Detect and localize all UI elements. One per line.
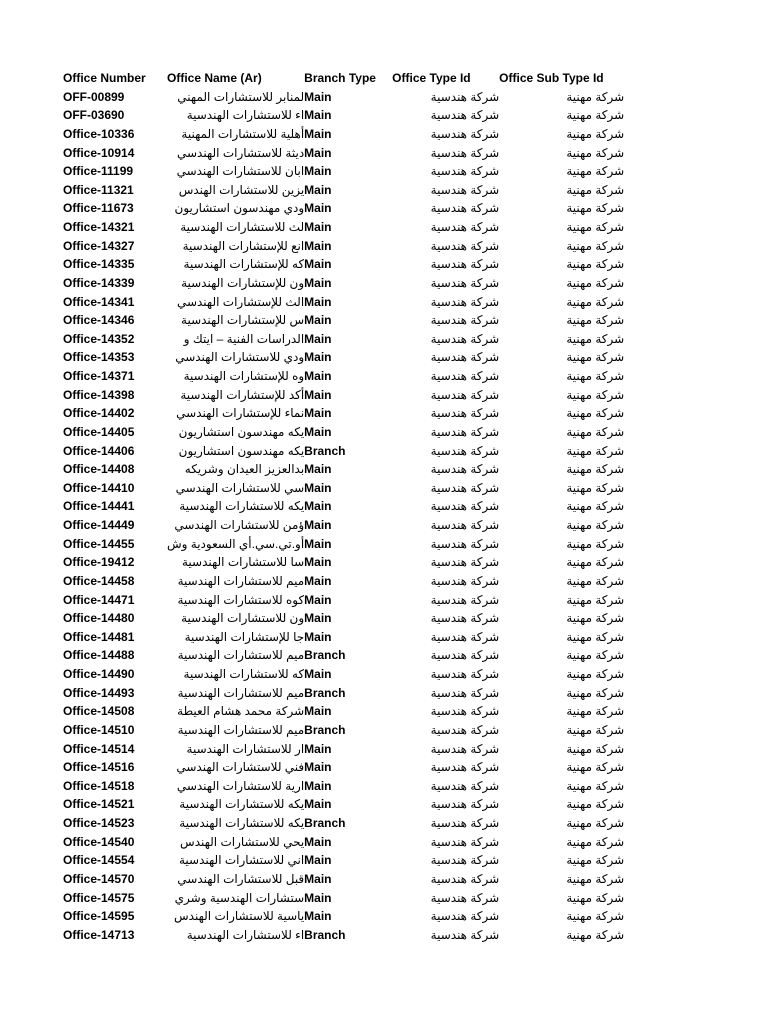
office-sub-type-cell[interactable]: شركة مهنية xyxy=(566,741,625,756)
branch-type-cell[interactable]: Main xyxy=(304,667,332,681)
branch-type-cell[interactable]: Branch xyxy=(304,685,346,700)
table-row xyxy=(63,293,624,312)
office-name-cell[interactable]: يكه للاستشارات الهندسية xyxy=(179,499,305,514)
office-name-cell[interactable]: سي للاستشارات الهندسي xyxy=(175,480,305,495)
office-type-cell[interactable]: شركة هندسية xyxy=(430,462,500,477)
table-row xyxy=(63,125,624,144)
table-row xyxy=(63,88,624,107)
table-row xyxy=(63,535,624,554)
office-type-cell[interactable]: شركة هندسية xyxy=(430,220,500,234)
office-sub-type-cell[interactable]: شركة مهنية xyxy=(566,145,625,160)
office-type-cell[interactable]: شركة هندسية xyxy=(430,164,500,179)
table-row xyxy=(63,702,624,721)
branch-type-cell[interactable]: Branch xyxy=(304,648,346,663)
office-type-cell[interactable]: شركة هندسية xyxy=(430,555,500,570)
office-type-cell[interactable]: شركة هندسية xyxy=(430,182,500,197)
office-number-cell[interactable]: Office-14570 xyxy=(63,871,135,886)
office-name-cell[interactable]: كه للاستشارات الهندسية xyxy=(183,667,305,681)
table-row xyxy=(63,646,624,665)
office-number-cell[interactable]: Office-19412 xyxy=(63,555,135,570)
office-number-cell[interactable]: Office-14441 xyxy=(63,499,135,514)
office-number-cell[interactable]: Office-14595 xyxy=(63,909,135,924)
office-sub-type-cell[interactable]: شركة مهنية xyxy=(566,313,625,328)
office-name-cell[interactable]: كه للإستشارات الهندسية xyxy=(183,257,305,272)
office-sub-type-cell[interactable]: شركة مهنية xyxy=(566,853,625,868)
branch-type-cell[interactable]: Main xyxy=(304,741,332,756)
office-sub-type-cell[interactable]: شركة مهنية xyxy=(566,890,625,905)
branch-type-cell[interactable]: Main xyxy=(304,108,332,123)
table-row xyxy=(63,106,624,125)
office-sub-type-cell[interactable]: شركة مهنية xyxy=(566,257,625,272)
office-type-cell[interactable]: شركة هندسية xyxy=(430,834,500,849)
office-sub-type-cell[interactable]: شركة مهنية xyxy=(566,201,625,216)
branch-type-cell[interactable]: Main xyxy=(304,182,332,197)
office-name-cell[interactable]: وه للإستشارات الهندسية xyxy=(183,369,305,383)
office-type-cell[interactable]: شركة هندسية xyxy=(430,853,500,868)
office-type-cell[interactable]: شركة هندسية xyxy=(430,145,500,160)
office-number-cell[interactable]: Office-14449 xyxy=(63,518,135,532)
office-number-cell[interactable]: Office-14480 xyxy=(63,611,135,626)
office-type-cell[interactable]: شركة هندسية xyxy=(430,909,500,924)
office-number-cell[interactable]: Office-10914 xyxy=(63,145,135,160)
office-number-cell[interactable]: Office-14341 xyxy=(63,294,135,309)
office-type-cell[interactable]: شركة هندسية xyxy=(430,331,500,346)
office-name-cell[interactable]: يكه للاستشارات الهندسية xyxy=(179,797,305,812)
office-type-cell[interactable]: شركة هندسية xyxy=(430,480,500,495)
office-sub-type-cell[interactable]: شركة مهنية xyxy=(566,182,625,197)
office-type-cell[interactable]: شركة هندسية xyxy=(430,573,500,588)
branch-type-cell[interactable]: Main xyxy=(304,145,332,160)
office-type-cell[interactable]: شركة هندسية xyxy=(430,797,500,812)
table-row xyxy=(63,665,624,684)
office-sub-type-cell[interactable]: شركة مهنية xyxy=(566,909,625,924)
office-name-cell[interactable]: يزين للاستشارات الهندس xyxy=(178,182,305,197)
office-name-cell[interactable]: ميم للاستشارات الهندسية xyxy=(177,722,305,737)
office-sub-type-cell[interactable]: شركة مهنية xyxy=(566,555,625,570)
office-name-cell[interactable]: بدالعزيز العيدان وشريكه xyxy=(184,462,305,477)
office-type-cell[interactable]: شركة هندسية xyxy=(430,648,500,663)
office-type-cell[interactable]: شركة هندسية xyxy=(430,536,500,551)
header-office-number[interactable]: Office Number xyxy=(63,71,146,85)
office-sub-type-cell[interactable]: شركة مهنية xyxy=(566,275,625,290)
office-number-cell[interactable]: Office-14398 xyxy=(63,387,135,402)
office-type-cell[interactable]: شركة هندسية xyxy=(430,257,500,272)
office-name-cell[interactable]: نماء للإستشارات الهندسي xyxy=(176,406,305,421)
office-type-cell[interactable]: شركة هندسية xyxy=(430,890,500,905)
table-row xyxy=(63,330,624,349)
office-number-cell[interactable]: Office-14575 xyxy=(63,890,135,905)
branch-type-cell[interactable]: Main xyxy=(304,126,332,141)
office-sub-type-cell[interactable]: شركة مهنية xyxy=(566,536,625,551)
office-number-cell[interactable]: Office-14455 xyxy=(63,536,135,551)
office-number-cell[interactable]: Office-14335 xyxy=(63,257,135,272)
table-row xyxy=(63,628,624,647)
office-name-cell[interactable]: ميم للاستشارات الهندسية xyxy=(177,685,305,700)
office-type-cell[interactable]: شركة هندسية xyxy=(430,592,500,607)
branch-type-cell[interactable]: Main xyxy=(304,462,332,477)
office-name-cell[interactable]: ودي للاستشارات الهندسي xyxy=(175,350,305,365)
office-sub-type-cell[interactable]: شركة مهنية xyxy=(566,108,625,123)
office-name-cell[interactable]: أكد للإستشارات الهندسية xyxy=(180,387,305,402)
branch-type-cell[interactable]: Main xyxy=(304,406,332,421)
office-name-cell[interactable]: يكه للاستشارات الهندسية xyxy=(179,816,305,830)
table-row xyxy=(63,311,624,330)
table-row xyxy=(63,162,624,181)
table-row xyxy=(63,926,624,945)
table-body xyxy=(63,88,624,945)
table-row xyxy=(63,795,624,814)
office-name-cell[interactable]: قبل للاستشارات الهندسي xyxy=(177,871,305,886)
header-office-type-id[interactable]: Office Type Id xyxy=(392,71,471,85)
office-sub-type-cell[interactable]: شركة مهنية xyxy=(566,834,625,849)
office-type-cell[interactable]: شركة هندسية xyxy=(430,816,500,830)
table-row xyxy=(63,591,624,610)
office-type-cell[interactable]: شركة هندسية xyxy=(430,424,500,439)
office-name-cell[interactable]: ؤمن للاستشارات الهندسي xyxy=(174,518,305,532)
branch-type-cell[interactable]: Main xyxy=(304,704,332,719)
office-type-cell[interactable]: شركة هندسية xyxy=(430,126,500,141)
header-branch-type[interactable]: Branch Type xyxy=(304,71,376,85)
table-row xyxy=(63,460,624,479)
office-number-cell[interactable]: Office-14523 xyxy=(63,816,135,830)
table-row xyxy=(63,684,624,703)
office-name-cell[interactable]: ميم للاستشارات الهندسية xyxy=(177,573,305,588)
office-name-cell[interactable]: اء للاستشارات الهندسية xyxy=(186,927,305,942)
office-number-cell[interactable]: Office-14339 xyxy=(63,275,135,290)
branch-type-cell[interactable]: Main xyxy=(304,369,332,383)
office-sub-type-cell[interactable]: شركة مهنية xyxy=(566,797,625,812)
office-number-cell[interactable]: Office-14458 xyxy=(63,573,135,588)
branch-type-cell[interactable]: Main xyxy=(304,834,332,849)
office-type-cell[interactable]: شركة هندسية xyxy=(430,275,500,290)
office-number-cell[interactable]: Office-14488 xyxy=(63,648,135,663)
table-row xyxy=(63,348,624,367)
branch-type-cell[interactable]: Main xyxy=(304,871,332,886)
office-name-cell[interactable]: أهلية للاستشارات المهنية xyxy=(181,126,305,141)
table-row xyxy=(63,553,624,572)
table-row xyxy=(63,442,624,461)
branch-type-cell[interactable]: Main xyxy=(304,853,332,868)
table-row xyxy=(63,572,624,591)
office-name-cell[interactable]: يكه مهندسون استشاريون xyxy=(178,443,305,458)
office-name-cell[interactable]: يحي للاستشارات الهندس xyxy=(180,834,305,849)
office-number-cell[interactable]: Office-14321 xyxy=(63,220,135,234)
branch-type-cell[interactable]: Main xyxy=(304,480,332,495)
office-sub-type-cell[interactable]: شركة مهنية xyxy=(566,294,625,309)
branch-type-cell[interactable]: Branch xyxy=(304,816,346,830)
office-sub-type-cell[interactable]: شركة مهنية xyxy=(566,518,625,532)
office-sub-type-cell[interactable]: شركة مهنية xyxy=(566,648,625,663)
office-number-cell[interactable]: Office-14352 xyxy=(63,331,135,346)
branch-type-cell[interactable]: Main xyxy=(304,313,332,328)
office-number-cell[interactable]: Office-14406 xyxy=(63,443,135,458)
office-number-cell[interactable]: Office-14408 xyxy=(63,462,135,477)
office-name-cell[interactable]: انع للإستشارات الهندسية xyxy=(182,238,305,253)
office-name-cell[interactable]: شركة محمد هشام العيطة xyxy=(177,704,305,719)
branch-type-cell[interactable]: Main xyxy=(304,518,332,532)
office-type-cell[interactable]: شركة هندسية xyxy=(430,778,500,793)
office-number-cell[interactable]: Office-14510 xyxy=(63,722,135,737)
table-row xyxy=(63,199,624,218)
table-row xyxy=(63,404,624,423)
office-sub-type-cell[interactable]: شركة مهنية xyxy=(566,387,625,402)
office-type-cell[interactable]: شركة هندسية xyxy=(430,201,500,216)
branch-type-cell[interactable]: Main xyxy=(304,555,332,570)
office-sub-type-cell[interactable]: شركة مهنية xyxy=(566,592,625,607)
office-name-cell[interactable]: ون للإستشارات الهندسية xyxy=(181,275,305,290)
office-type-cell[interactable]: شركة هندسية xyxy=(430,741,500,756)
office-sub-type-cell[interactable]: شركة مهنية xyxy=(566,331,625,346)
office-number-cell[interactable]: Office-11199 xyxy=(63,164,134,179)
office-type-cell[interactable]: شركة هندسية xyxy=(430,238,500,253)
table-row xyxy=(63,423,624,442)
office-name-cell[interactable]: ون للاستشارات الهندسية xyxy=(181,611,305,626)
office-type-cell[interactable]: شركة هندسية xyxy=(430,685,500,700)
office-number-cell[interactable]: OFF-00899 xyxy=(63,89,125,104)
office-sub-type-cell[interactable]: شركة مهنية xyxy=(566,369,625,383)
office-number-cell[interactable]: Office-14353 xyxy=(63,350,135,365)
table-row xyxy=(63,758,624,777)
branch-type-cell[interactable]: Main xyxy=(304,220,332,234)
branch-type-cell[interactable]: Main xyxy=(304,257,332,272)
branch-type-cell[interactable]: Main xyxy=(304,331,332,346)
branch-type-cell[interactable]: Branch xyxy=(304,443,346,458)
table-row xyxy=(63,386,624,405)
table-row xyxy=(63,889,624,908)
office-name-cell[interactable]: ابان للاستشارات الهندسي xyxy=(176,164,305,179)
branch-type-cell[interactable]: Main xyxy=(304,164,332,179)
office-type-cell[interactable]: شركة هندسية xyxy=(430,443,500,458)
office-sub-type-cell[interactable]: شركة مهنية xyxy=(566,778,625,793)
office-number-cell[interactable]: Office-14327 xyxy=(63,238,135,253)
table-row xyxy=(63,516,624,535)
office-name-cell[interactable]: لمنابر للاستشارات المهني xyxy=(177,89,305,104)
office-sub-type-cell[interactable]: شركة مهنية xyxy=(566,499,625,514)
office-number-cell[interactable]: Office-14490 xyxy=(63,667,135,681)
office-type-cell[interactable]: شركة هندسية xyxy=(430,629,500,644)
branch-type-cell[interactable]: Main xyxy=(304,350,332,365)
office-type-cell[interactable]: شركة هندسية xyxy=(430,760,500,775)
table-row xyxy=(63,740,624,759)
office-name-cell[interactable]: ستشارات الهندسية وشري xyxy=(174,890,305,905)
office-type-cell[interactable]: شركة هندسية xyxy=(430,387,500,402)
branch-type-cell[interactable]: Main xyxy=(304,275,332,290)
office-name-cell[interactable]: ديثة للاستشارات الهندسي xyxy=(176,145,305,160)
office-name-cell[interactable]: الث للإستشارات الهندسي xyxy=(176,294,305,309)
office-type-cell[interactable]: شركة هندسية xyxy=(430,518,500,532)
office-sub-type-cell[interactable]: شركة مهنية xyxy=(566,238,625,253)
office-name-cell[interactable]: سا للاستشارات الهندسية xyxy=(181,555,305,570)
office-sub-type-cell[interactable]: شركة مهنية xyxy=(566,927,625,942)
branch-type-cell[interactable]: Main xyxy=(304,424,332,439)
office-number-cell[interactable]: Office-14371 xyxy=(63,369,135,383)
header-row xyxy=(63,69,624,88)
branch-type-cell[interactable]: Main xyxy=(304,573,332,588)
table-row xyxy=(63,814,624,833)
office-name-cell[interactable]: جا للإستشارات الهندسية xyxy=(184,629,305,644)
branch-type-cell[interactable]: Main xyxy=(304,387,332,402)
office-name-cell[interactable]: س للإستشارات الهندسية xyxy=(181,313,305,328)
office-sub-type-cell[interactable]: شركة مهنية xyxy=(566,667,625,681)
table-row xyxy=(63,851,624,870)
office-number-cell[interactable]: Office-14346 xyxy=(63,313,135,328)
office-number-cell[interactable]: Office-14540 xyxy=(63,834,135,849)
table-row xyxy=(63,777,624,796)
branch-type-cell[interactable]: Main xyxy=(304,499,332,514)
table-row xyxy=(63,255,624,274)
table-row xyxy=(63,479,624,498)
office-sub-type-cell[interactable]: شركة مهنية xyxy=(566,126,625,141)
office-type-cell[interactable]: شركة هندسية xyxy=(430,350,500,365)
office-number-cell[interactable]: Office-14554 xyxy=(63,853,135,868)
table-row xyxy=(63,609,624,628)
branch-type-cell[interactable]: Main xyxy=(304,629,332,644)
office-name-cell[interactable]: ارية للاستشارات الهندسي xyxy=(176,778,305,793)
office-sub-type-cell[interactable]: شركة مهنية xyxy=(566,424,625,439)
branch-type-cell[interactable]: Main xyxy=(304,611,332,626)
branch-type-cell[interactable]: Branch xyxy=(304,722,346,737)
office-number-cell[interactable]: OFF-03690 xyxy=(63,108,125,123)
office-sub-type-cell[interactable]: شركة مهنية xyxy=(566,350,625,365)
office-name-cell[interactable]: اء للاستشارات الهندسية xyxy=(186,108,305,123)
office-sub-type-cell[interactable]: شركة مهنية xyxy=(566,760,625,775)
office-number-cell[interactable]: Office-14514 xyxy=(63,741,135,756)
office-sub-type-cell[interactable]: شركة مهنية xyxy=(566,89,625,104)
branch-type-cell[interactable]: Main xyxy=(304,909,332,924)
office-type-cell[interactable]: شركة هندسية xyxy=(430,294,500,309)
office-type-cell[interactable]: شركة هندسية xyxy=(430,499,500,514)
table-row xyxy=(63,367,624,386)
office-sub-type-cell[interactable]: شركة مهنية xyxy=(566,573,625,588)
office-number-cell[interactable]: Office-14402 xyxy=(63,406,135,421)
office-table xyxy=(63,69,624,944)
office-name-cell[interactable]: أو.تي.سي.أي السعودية وش xyxy=(167,536,305,551)
office-sub-type-cell[interactable]: شركة مهنية xyxy=(566,704,625,719)
office-sub-type-cell[interactable]: شركة مهنية xyxy=(566,611,625,626)
table-row xyxy=(63,721,624,740)
office-number-cell[interactable]: Office-11673 xyxy=(63,201,134,216)
office-name-cell[interactable]: ار للاستشارات الهندسية xyxy=(186,741,305,756)
office-sub-type-cell[interactable]: شركة مهنية xyxy=(566,480,625,495)
office-number-cell[interactable]: Office-14713 xyxy=(63,927,135,942)
table-row xyxy=(63,497,624,516)
office-name-cell[interactable]: لث للاستشارات الهندسية xyxy=(180,220,305,234)
office-sub-type-cell[interactable]: شركة مهنية xyxy=(566,871,625,886)
branch-type-cell[interactable]: Main xyxy=(304,294,332,309)
office-name-cell[interactable]: كوه للاستشارات الهندسية xyxy=(177,592,305,607)
office-number-cell[interactable]: Office-14518 xyxy=(63,778,135,793)
branch-type-cell[interactable]: Main xyxy=(304,760,332,775)
office-sub-type-cell[interactable]: شركة مهنية xyxy=(566,443,625,458)
office-number-cell[interactable]: Office-14516 xyxy=(63,760,135,775)
office-name-cell[interactable]: ودي مهندسون استشاريون xyxy=(174,201,305,216)
office-type-cell[interactable]: شركة هندسية xyxy=(430,89,500,104)
branch-type-cell[interactable]: Main xyxy=(304,536,332,551)
office-sub-type-cell[interactable]: شركة مهنية xyxy=(566,722,625,737)
office-sub-type-cell[interactable]: شركة مهنية xyxy=(566,462,625,477)
branch-type-cell[interactable]: Main xyxy=(304,592,332,607)
office-number-cell[interactable]: Office-14410 xyxy=(63,480,135,495)
office-type-cell[interactable]: شركة هندسية xyxy=(430,369,500,383)
office-type-cell[interactable]: شركة هندسية xyxy=(430,406,500,421)
office-sub-type-cell[interactable]: شركة مهنية xyxy=(566,816,625,830)
office-sub-type-cell[interactable]: شركة مهنية xyxy=(566,629,625,644)
office-sub-type-cell[interactable]: شركة مهنية xyxy=(566,406,625,421)
office-type-cell[interactable]: شركة هندسية xyxy=(430,108,500,123)
table-row xyxy=(63,237,624,256)
branch-type-cell[interactable]: Main xyxy=(304,778,332,793)
table-row xyxy=(63,181,624,200)
office-name-cell[interactable]: فني للاستشارات الهندسي xyxy=(176,760,305,775)
table-row xyxy=(63,833,624,852)
office-number-cell[interactable]: Office-14521 xyxy=(63,797,135,812)
office-name-cell[interactable]: اني للاستشارات الهندسية xyxy=(178,853,305,868)
office-name-cell[interactable]: ياسية للاستشارات الهندس xyxy=(174,909,305,924)
branch-type-cell[interactable]: Main xyxy=(304,89,332,104)
table-row xyxy=(63,907,624,926)
office-sub-type-cell[interactable]: شركة مهنية xyxy=(566,220,625,234)
header-office-name-ar[interactable]: Office Name (Ar) xyxy=(167,71,262,85)
office-sub-type-cell[interactable]: شركة مهنية xyxy=(566,164,625,179)
office-sub-type-cell[interactable]: شركة مهنية xyxy=(566,685,625,700)
office-number-cell[interactable]: Office-14405 xyxy=(63,424,135,439)
office-name-cell[interactable]: يكه مهندسون استشاريون xyxy=(178,424,305,439)
office-number-cell[interactable]: Office-14508 xyxy=(63,704,135,719)
office-number-cell[interactable]: Office-11321 xyxy=(63,182,134,197)
office-number-cell[interactable]: Office-14493 xyxy=(63,685,135,700)
office-name-cell[interactable]: ميم للاستشارات الهندسية xyxy=(177,648,305,663)
table-row xyxy=(63,218,624,237)
office-type-cell[interactable]: شركة هندسية xyxy=(430,611,500,626)
office-type-cell[interactable]: شركة هندسية xyxy=(430,667,500,681)
table-row xyxy=(63,870,624,889)
branch-type-cell[interactable]: Main xyxy=(304,238,332,253)
office-type-cell[interactable]: شركة هندسية xyxy=(430,704,500,719)
office-type-cell[interactable]: شركة هندسية xyxy=(430,313,500,328)
office-type-cell[interactable]: شركة هندسية xyxy=(430,927,500,942)
office-number-cell[interactable]: Office-10336 xyxy=(63,126,135,141)
office-number-cell[interactable]: Office-14481 xyxy=(63,629,135,644)
table-row xyxy=(63,144,624,163)
office-number-cell[interactable]: Office-14471 xyxy=(63,592,135,607)
branch-type-cell[interactable]: Main xyxy=(304,890,332,905)
office-type-cell[interactable]: شركة هندسية xyxy=(430,722,500,737)
branch-type-cell[interactable]: Main xyxy=(304,797,332,812)
branch-type-cell[interactable]: Main xyxy=(304,201,332,216)
header-office-sub-type-id[interactable]: Office Sub Type Id xyxy=(499,71,604,85)
table-row xyxy=(63,274,624,293)
office-name-cell[interactable]: الدراسات الفنية – ايتك و xyxy=(183,331,305,346)
branch-type-cell[interactable]: Branch xyxy=(304,927,346,942)
office-type-cell[interactable]: شركة هندسية xyxy=(430,871,500,886)
